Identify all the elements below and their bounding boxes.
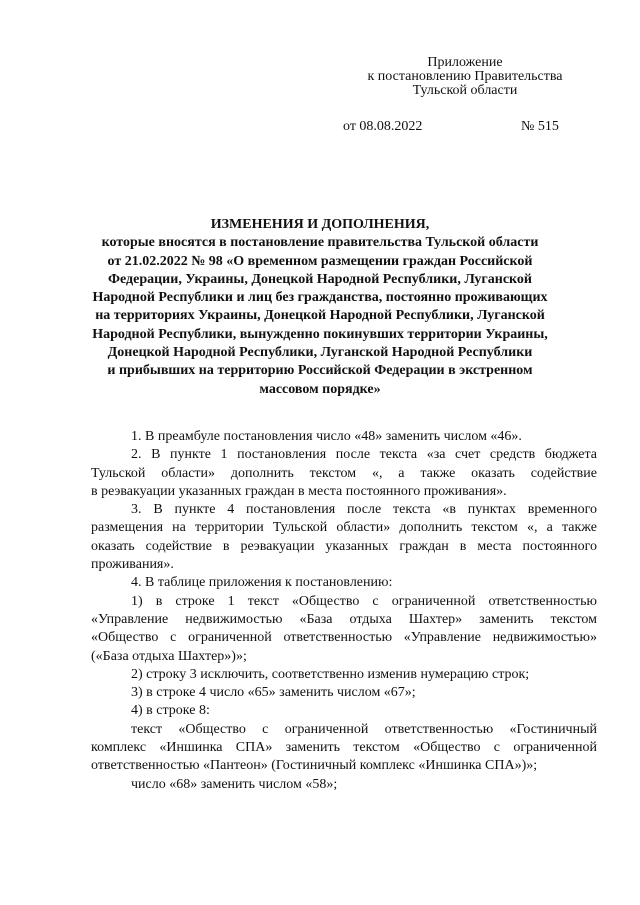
appendix-region: Тульской области xyxy=(412,83,518,98)
appendix-label: Приложение xyxy=(427,55,503,70)
paragraph-3-line: проживания». xyxy=(91,557,174,573)
document-body xyxy=(91,428,597,794)
title-line: Федерации, Украины, Донецкой Народной Республики, Луганской xyxy=(107,271,532,287)
paragraph-2-line: в реэвакуации указанных граждан в места постоянного проживания». xyxy=(91,483,507,499)
title-line: Донецкой Народной Республики, Луганской Народной Республики xyxy=(107,345,533,361)
subitem-4-text-line: ответственностью «Пантеон» (Гостиничный комплекс «Иншинка СПА»)»; xyxy=(91,758,538,774)
title-line: Народной Республики, вынужденно покинувших территории Украины, xyxy=(92,326,548,342)
paragraph-2-line: Тульской области» дополнить текстом «, а также оказать содействие xyxy=(91,465,597,481)
subitem-4-text-line: комплекс «Иншинка СПА» заменить текстом «Общество с ограниченной xyxy=(91,740,597,756)
title-line: от 21.02.2022 № 98 «О временном размещении граждан Российской xyxy=(107,253,533,269)
subitem-3: 3) в строке 4 число «65» заменить числом «67»; xyxy=(131,685,416,701)
paragraph-4: 4. В таблице приложения к постановлению: xyxy=(131,575,393,591)
subitem-1-line: 1) в строке 1 текст «Общество с ограниченной ответственностью xyxy=(131,593,597,609)
paragraph-3-line: оказать содействие в реэвакуации указанных граждан в места постоянного xyxy=(91,538,597,554)
title-line: которые вносятся в постановление правительства Тульской области xyxy=(101,235,539,251)
document-title xyxy=(80,216,560,399)
document-number: № 515 xyxy=(521,119,559,134)
paragraph-2-line: 2. В пункте 1 постановления после текста «за счет средств бюджета xyxy=(131,447,597,463)
paragraph-1: 1. В преамбуле постановления число «48» заменить числом «46». xyxy=(131,429,522,444)
subitem-1-line: («База отдыха Шахтер»)»; xyxy=(91,648,247,664)
subitem-1-line: «Управление недвижимостью «База отдыха Шахтер» заменить текстом xyxy=(91,611,597,627)
appendix-header xyxy=(330,56,600,98)
subitem-1-line: «Общество с ограниченной ответственностью «Управление недвижимостью» xyxy=(91,630,597,646)
subitem-4: 4) в строке 8: xyxy=(131,703,210,719)
subitem-4-number: число «68» заменить числом «58»; xyxy=(131,776,338,792)
title-line: на территориях Украины, Донецкой Народной Республики, Луганской xyxy=(95,308,545,324)
document-date: от 08.08.2022 xyxy=(343,119,423,134)
paragraph-3-line: 3. В пункте 4 постановления после текста «в пунктах временного xyxy=(131,502,597,518)
title-line: массовом порядке» xyxy=(259,381,381,397)
title-line: и прибывших на территорию Российской Федерации в экстренном xyxy=(107,363,533,379)
title-line: Народной Республики и лиц без гражданства, постоянно проживающих xyxy=(92,290,548,306)
subitem-4-text-line: текст «Общество с ограниченной ответственностью «Гостиничный xyxy=(131,721,597,737)
subitem-2: 2) строку 3 исключить, соответственно изменив нумерацию строк; xyxy=(131,666,530,682)
appendix-resolution: к постановлению Правительства xyxy=(367,69,563,84)
title-line: ИЗМЕНЕНИЯ И ДОПОЛНЕНИЯ, xyxy=(210,217,430,232)
paragraph-3-line: размещения на территории Тульской области» дополнить текстом «, а также xyxy=(91,520,597,536)
